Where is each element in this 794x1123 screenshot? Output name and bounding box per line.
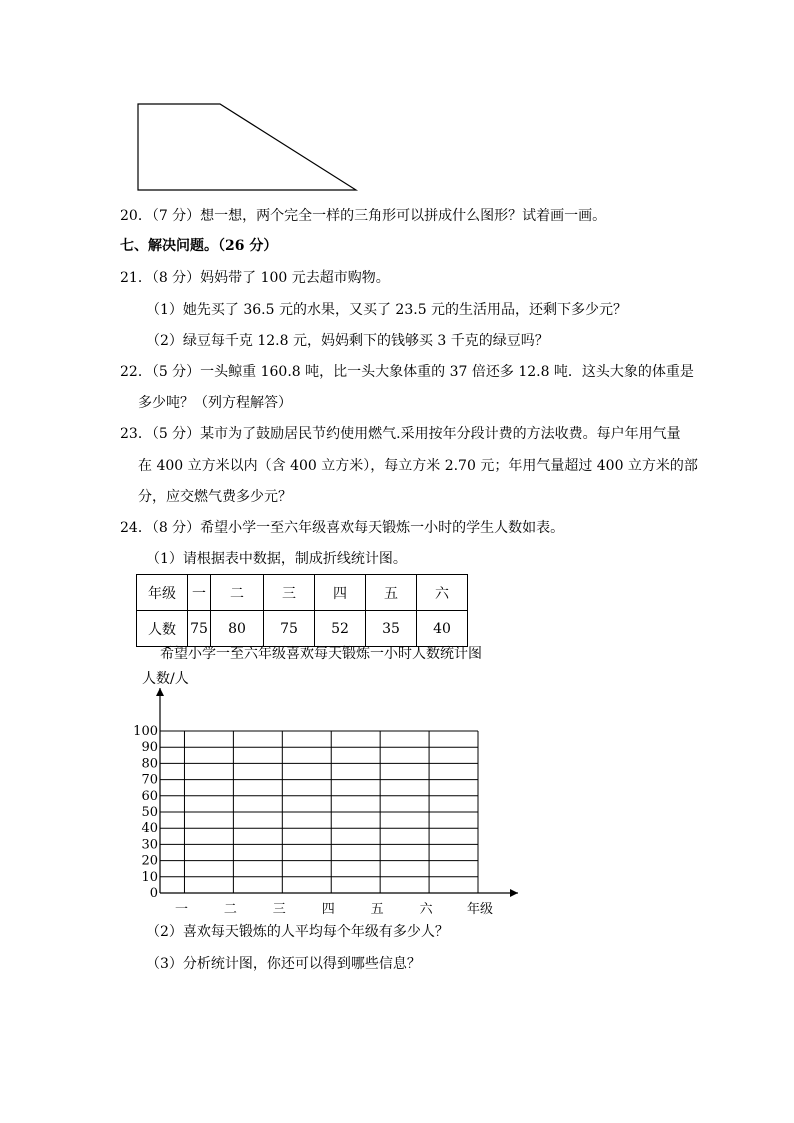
table-cell: 35 — [366, 611, 417, 647]
table-cell: 三 — [264, 575, 315, 611]
chart-y-axis-label: 人数/人 — [142, 671, 189, 687]
table-cell: 75 — [188, 611, 211, 647]
question-23-line-3: 分，应交燃气费多少元？ — [138, 489, 292, 505]
question-21: 21．（8 分）妈妈带了 100 元去超市购物。 — [120, 270, 390, 286]
y-axis-arrow-icon — [156, 688, 164, 696]
y-tick-label: 50 — [141, 805, 158, 820]
question-23-line-2: 在 400 立方米以内（含 400 立方米），每立方米 2.70 元；年用气量超过 400 立方米的部 — [138, 458, 698, 474]
y-tick-label: 30 — [141, 837, 158, 853]
x-tick-label: 一 — [174, 902, 188, 917]
table-cell: 二 — [211, 575, 264, 611]
question-24: 24．（8 分）希望小学一至六年级喜欢每天锻炼一小时的学生人数如表。 — [120, 520, 565, 536]
x-axis-label: 年级 — [466, 902, 494, 917]
question-22-line-2: 多少吨？（列方程解答） — [138, 395, 292, 411]
x-tick-label: 二 — [223, 902, 237, 917]
y-tick-label: 90 — [141, 740, 158, 756]
question-23-line-1: 23．（5 分）某市为了鼓励居民节约使用燃气.采用按年分段计费的方法收费。每户年用气量 — [120, 426, 681, 442]
table-cell: 六 — [417, 575, 468, 611]
table-cell: 80 — [211, 611, 264, 647]
table-header-label: 年级 — [137, 575, 188, 611]
x-tick-label: 五 — [370, 902, 384, 917]
y-tick-label: 80 — [141, 756, 158, 772]
table-cell: 一 — [188, 575, 211, 611]
y-tick-label: 40 — [141, 821, 158, 837]
question-21-part-1: （1）她先买了 36.5 元的水果，又买了 23.5 元的生活用品，还剩下多少元？ — [146, 302, 628, 318]
x-axis-arrow-icon — [510, 889, 518, 897]
question-24-part-3: （3）分析统计图，你还可以得到哪些信息？ — [146, 956, 421, 972]
question-20: 20．（7 分）想一想，两个完全一样的三角形可以拼成什么图形？试着画一画。 — [120, 208, 607, 224]
question-24-part-2: （2）喜欢每天锻炼的人平均每个年级有多少人？ — [146, 924, 449, 940]
question-22-line-1: 22．（5 分）一头鲸重 160.8 吨，比一头大象体重的 37 倍还多 12.8 吨．这头大象的体重是 — [120, 364, 694, 380]
question-21-part-2: （2）绿豆每千克 12.8 元，妈妈剩下的钱够买 3 千克的绿豆吗？ — [146, 333, 549, 349]
x-tick-label: 三 — [272, 902, 286, 917]
y-tick-label: 100 — [133, 724, 158, 739]
table-value-label: 人数 — [137, 611, 188, 647]
y-tick-label: 20 — [141, 853, 158, 869]
y-tick-label: 0 — [149, 886, 158, 901]
section-7-heading: 七、解决问题。（26 分） — [120, 238, 278, 254]
table-cell: 75 — [264, 611, 315, 647]
question-24-part-1: （1）请根据表中数据，制成折线统计图。 — [146, 551, 407, 567]
table-cell: 四 — [315, 575, 366, 611]
table-cell: 52 — [315, 611, 366, 647]
y-tick-label: 70 — [141, 772, 158, 788]
x-tick-label: 四 — [321, 902, 335, 917]
x-tick-label: 六 — [419, 902, 433, 917]
table-cell: 五 — [366, 575, 417, 611]
y-tick-label: 10 — [141, 869, 158, 885]
table-cell: 40 — [417, 611, 468, 647]
chart-title: 希望小学一至六年级喜欢每天锻炼一小时人数统计图 — [160, 646, 482, 662]
y-tick-label: 60 — [141, 788, 158, 804]
